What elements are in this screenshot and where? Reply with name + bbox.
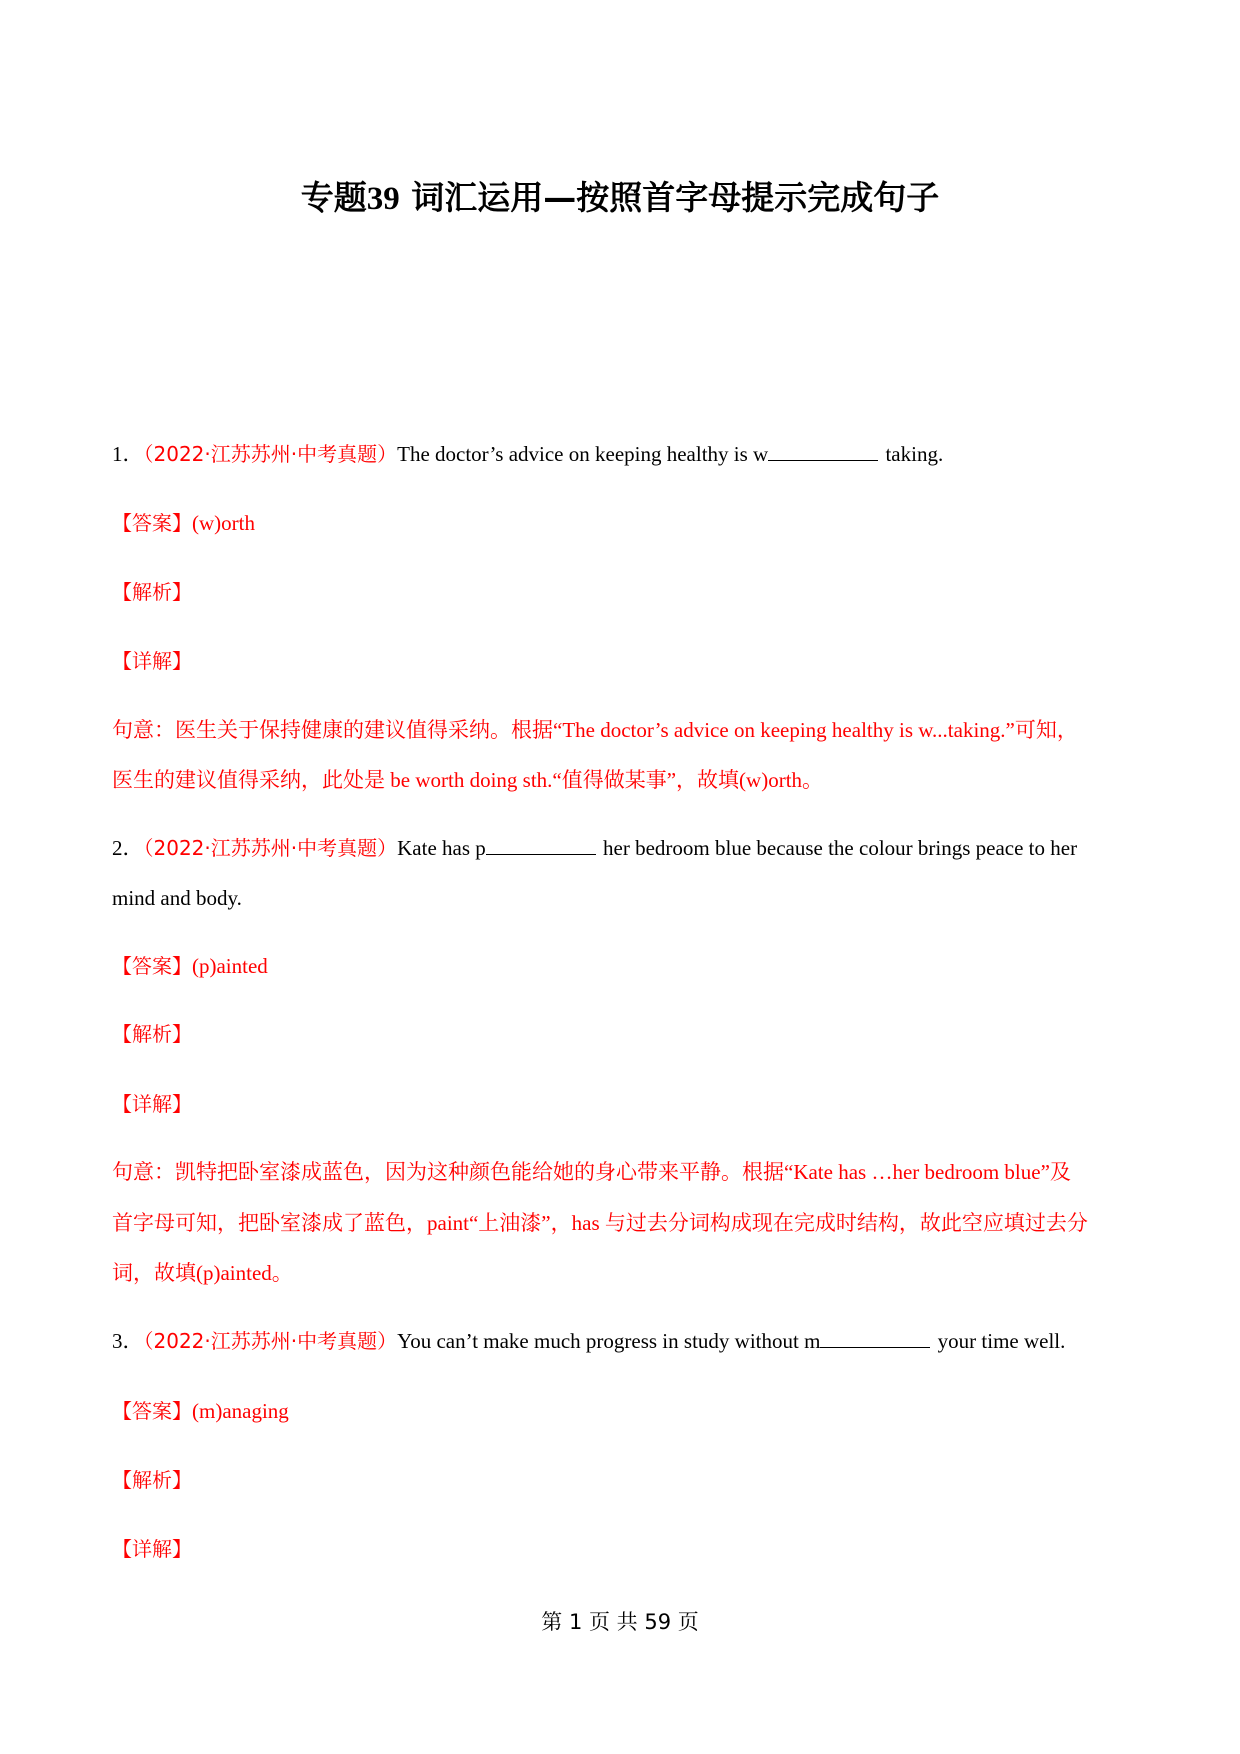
page-footer: 第 1 页 共 59 页: [541, 1610, 699, 1634]
title-prefix: 专题: [300, 178, 367, 217]
question-2-explanation-line-3: 词，故填(p)ainted。: [112, 1261, 293, 1285]
stem-after: taking.: [880, 442, 944, 466]
stem-after: your time well.: [932, 1329, 1066, 1353]
question-1-detail-label: 【详解】: [112, 649, 192, 673]
question-2-stem: [112, 834, 1132, 862]
question-3-analysis-label: 【解析】: [112, 1468, 192, 1492]
stem-before: You can’t make much progress in study without m: [397, 1329, 821, 1353]
title-number: 39: [366, 181, 400, 217]
question-2-answer: [112, 952, 1132, 980]
question-3-answer: [112, 1397, 1132, 1425]
question-number: 1．: [112, 442, 144, 466]
page-title: [0, 172, 1240, 219]
question-2-explanation-line-1: 句意：凯特把卧室漆成蓝色，因为这种颜色能给她的身心带来平静。根据“Kate has …her bedroom blue”及: [112, 1160, 1071, 1184]
answer-label: 【答案】: [112, 511, 192, 535]
answer-value: (p)ainted: [192, 954, 268, 978]
answer-value: (m)anaging: [192, 1399, 289, 1423]
question-1-explanation-line-2: 医生的建议值得采纳，此处是 be worth doing sth.“值得做某事”，故填(w)orth。: [112, 768, 824, 792]
question-1-stem: [112, 440, 1132, 468]
question-3-detail-label: 【详解】: [112, 1537, 192, 1561]
question-2-explanation-line-2: 首字母可知，把卧室漆成了蓝色，paint“上油漆”，has 与过去分词构成现在完成时结构，故此空应填过去分: [112, 1211, 1088, 1235]
answer-label: 【答案】: [112, 1399, 192, 1423]
question-1-analysis-label: 【解析】: [112, 580, 192, 604]
stem-after: her bedroom blue because the colour brings peace to her: [597, 836, 1078, 860]
answer-blank: [486, 836, 596, 855]
answer-blank: [768, 442, 878, 461]
question-1-explanation-line-1: 句意：医生关于保持健康的建议值得采纳。根据“The doctor’s advice on keeping healthy is w...taking.”可知，: [112, 718, 1078, 742]
question-source: （2022·江苏苏州·中考真题）: [143, 442, 398, 466]
question-1-answer: [112, 509, 1132, 537]
question-2-detail-label: 【详解】: [112, 1092, 192, 1116]
answer-blank: [820, 1329, 930, 1348]
stem-before: The doctor’s advice on keeping healthy is w: [397, 442, 769, 466]
question-source: （2022·江苏苏州·中考真题）: [143, 836, 398, 860]
question-2-analysis-label: 【解析】: [112, 1022, 192, 1046]
answer-value: (w)orth: [192, 511, 255, 535]
answer-label: 【答案】: [112, 954, 192, 978]
question-3-stem: [112, 1327, 1132, 1355]
title-text: 词汇运用—按照首字母提示完成句子: [411, 178, 940, 217]
stem-before: Kate has p: [397, 836, 486, 860]
question-number: 2．: [112, 836, 144, 860]
question-2-stem-line-2: mind and body.: [112, 886, 242, 910]
question-source: （2022·江苏苏州·中考真题）: [143, 1329, 398, 1353]
question-number: 3．: [112, 1329, 144, 1353]
